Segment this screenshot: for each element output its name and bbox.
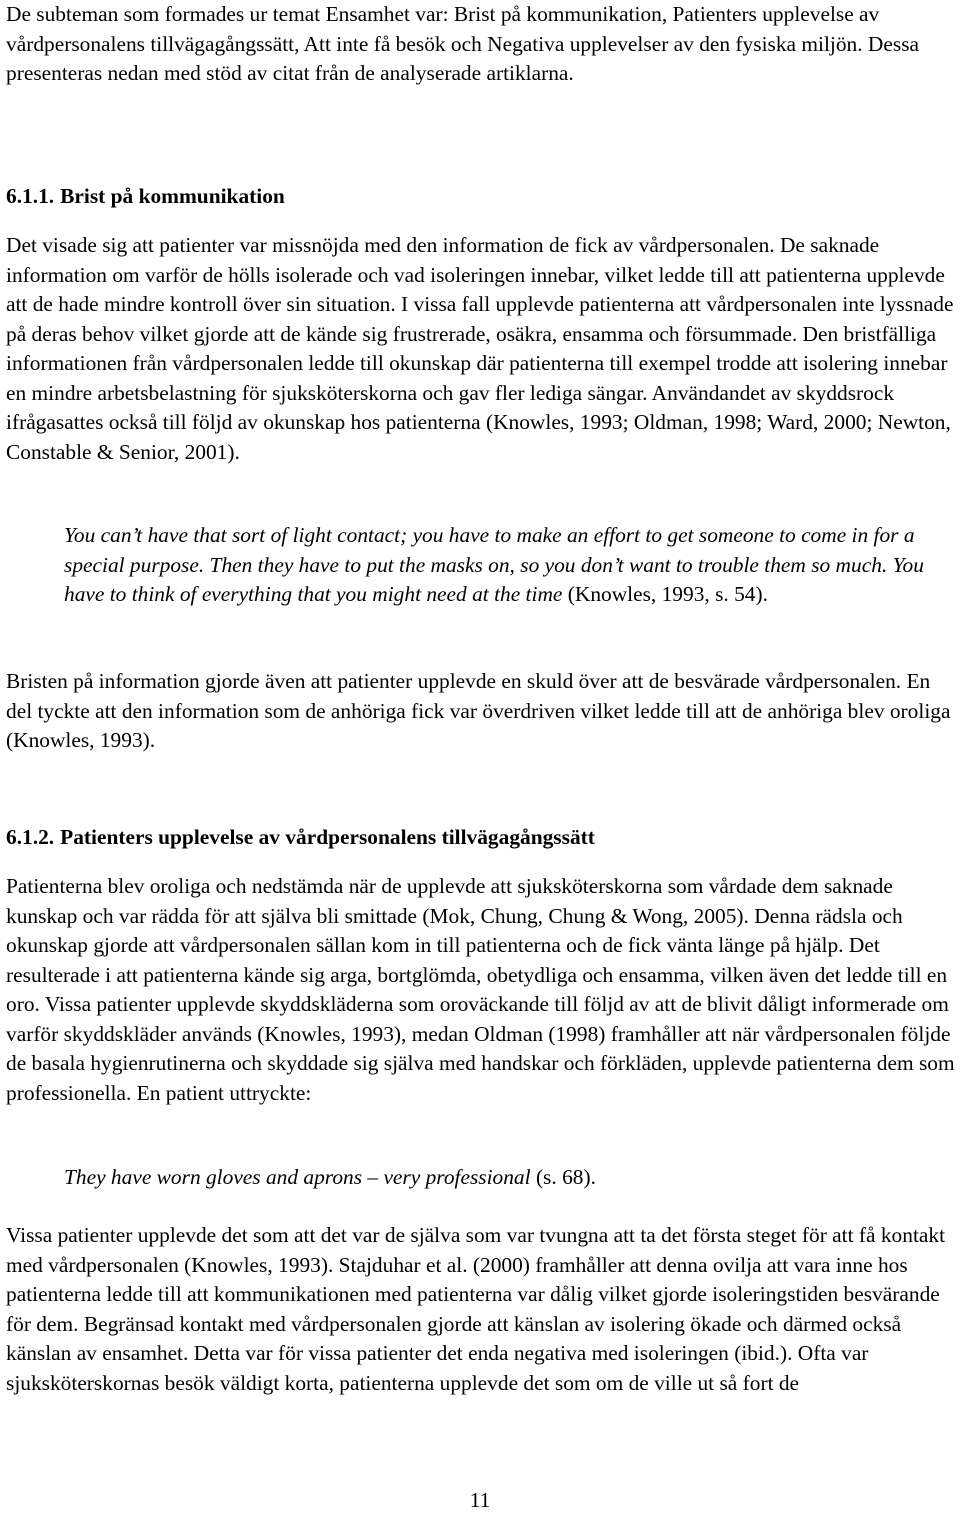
quote-text: You can’t have that sort of light contact; you have to make an effort to get someone to come in for a special purpose. Then they have to put the masks on, so you don’t want to trouble them so much. You have to think of everything that you might need at the time bbox=[64, 523, 924, 606]
section-number: 6.1.2. bbox=[6, 825, 55, 849]
block-quote bbox=[64, 521, 944, 610]
page-number: 11 bbox=[469, 1488, 491, 1512]
section-number: 6.1.1. bbox=[6, 184, 55, 208]
section-heading-6-1-1 bbox=[6, 182, 285, 212]
section-title: Brist på kommunikation bbox=[60, 184, 285, 208]
body-paragraph: Bristen på information gjorde även att patienter upplevde en skuld över att de besvärade vårdpersonalen. En del tyckte att den information som de anhöriga fick var överdriven vilket ledde till att de anhöriga blev oroliga (Knowles, 1993). bbox=[6, 669, 951, 752]
block-quote bbox=[64, 1163, 944, 1193]
body-paragraph: Patienterna blev oroliga och nedstämda när de upplevde att sjuksköterskorna som vårdade dem saknade kunskap och var rädda för att själva bli smittade (Mok, Chung, Chung & Wong, 2005). Denna rädsla och okunskap gjorde att vårdpersonalen sällan kom in till patienterna och de fick vänta länge på hjälp. Det resulterade i att patienterna kände sig arga, bortglömda, obetydliga och ensamma, vilken även det ledde till en oro. Vissa patienter upplevde skyddskläderna som oroväckande till följd av att de blivit dåligt informerade om varför skyddskläder används (Knowles, 1993), medan Oldman (1998) framhåller att när vårdpersonalen följde de basala hygienrutinerna och skyddade sig själva med handskar och förkläden, upplevde patienterna dem som professionella. En patient uttryckte: bbox=[6, 874, 955, 1105]
body-paragraph: Vissa patienter upplevde det som att det var de själva som var tvungna att ta det första steget för att få kontakt med vårdpersonalen (Knowles, 1993). Stajduhar et al. (2000) framhåller att denna ovilja att vara inne hos patienterna ledde till att kommunikationen med patienterna var dålig vilket gjorde isoleringstiden besvärande för dem. Begränsad kontakt med vårdpersonalen gjorde att känslan av isolering ökade och därmed också känslan av ensamhet. Detta var för vissa patienter det enda negativa med isoleringen (ibid.). Ofta var sjuksköterskornas besök väldigt korta, patienterna upplevde det som om de ville ut så fort de bbox=[6, 1223, 946, 1395]
section-title: Patienters upplevelse av vårdpersonalens tillvägagångssätt bbox=[60, 825, 595, 849]
quote-citation: (s. 68). bbox=[535, 1165, 596, 1189]
intro-paragraph: De subteman som formades ur temat Ensamhet var: Brist på kommunikation, Patienters upplevelse av vårdpersonalens tillvägagångssätt, Att inte få besök och Negativa upplevelser av den fysiska miljön. Dessa presenteras nedan med stöd av citat från de analyserade artiklarna. bbox=[6, 2, 920, 85]
body-paragraph: Det visade sig att patienter var missnöjda med den information de fick av vårdpersonalen. De saknade information om varför de hölls isolerade och vad isoleringen innebar, vilket ledde till att patienterna upplevde att de hade mindre kontroll över sin situation. I vissa fall upplevde patienterna att vårdpersonalen inte lyssnade på deras behov vilket gjorde att de kände sig frustrerade, osäkra, ensamma och försummade. Den bristfälliga informationen från vårdpersonalen ledde till okunskap där patienterna till exempel trodde att isolering innebar en mindre arbetsbelastning för sjuksköterskorna och gav fler lediga sängar. Användandet av skyddsrock ifrågasattes också till följd av okunskap hos patienterna (Knowles, 1993; Oldman, 1998; Ward, 2000; Newton, Constable & Senior, 2001). bbox=[6, 233, 954, 464]
quote-citation: (Knowles, 1993, s. 54). bbox=[567, 582, 768, 606]
quote-text: They have worn gloves and aprons – very professional bbox=[64, 1165, 531, 1189]
section-heading-6-1-2 bbox=[6, 823, 595, 853]
